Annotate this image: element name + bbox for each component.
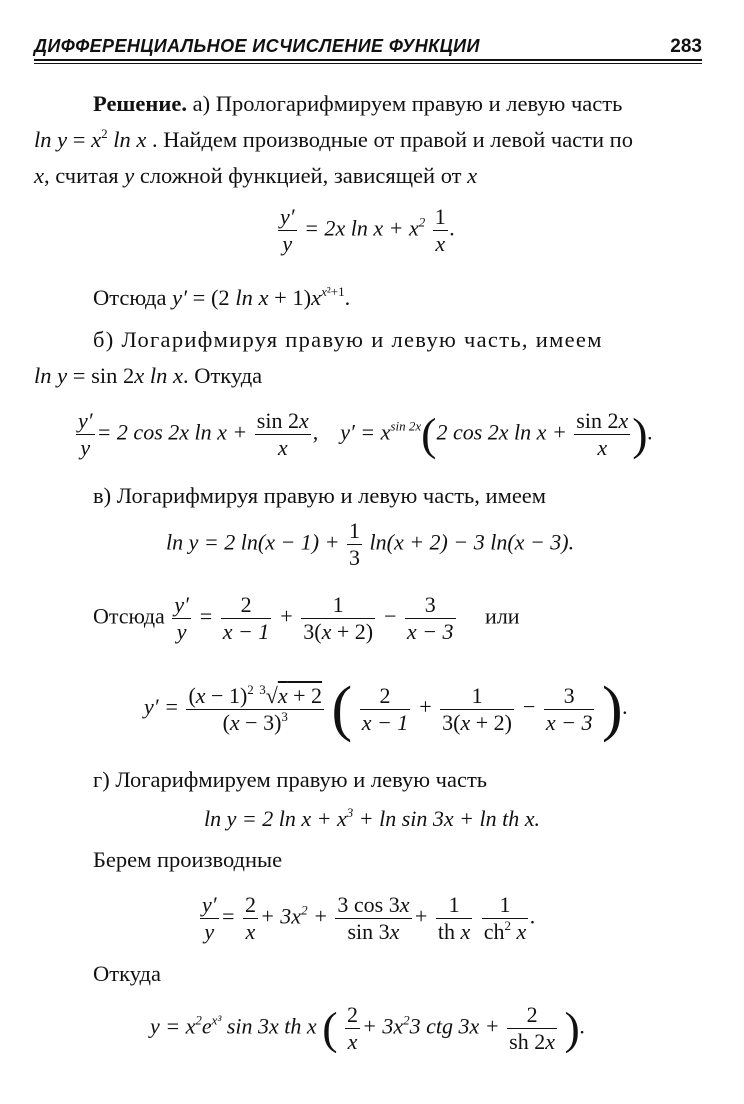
beryom: Берем производные xyxy=(93,847,283,872)
para-a-line3: x, считая y сложной функцией, зависящей от x xyxy=(34,163,478,188)
para-v-line1 xyxy=(93,482,546,510)
otkuda-b: . Откуда xyxy=(182,363,263,388)
para-v-text: в) Логарифмируя правую и левую часть, имеем xyxy=(93,483,547,508)
equation-v1: ln y = 2 ln(x − 1) + $\frac{1}{3}$ ln(x + 2) − 3 ln(x − 3). xyxy=(166,518,575,570)
para-g-line2 xyxy=(93,846,282,874)
equation-a2: Отсюда y′ = (2 $\ln x + 1)x^{x^2+1}$. xyxy=(93,284,351,310)
para-g-line1 xyxy=(93,766,487,794)
para-a-line1 xyxy=(93,90,622,118)
running-header xyxy=(34,34,702,64)
para-g-text: г) Логарифмируем правую и левую часть xyxy=(93,767,488,792)
para-b-line2: ln y = sin 2x ln x. Откуда xyxy=(34,363,263,388)
equation-g1: ln y = 2 $\ln x + x^3 + \ln \sin 3x + \ln$ th x. xyxy=(204,805,540,831)
solution-label: Решение. xyxy=(93,91,187,116)
header-rule-thin xyxy=(34,63,702,64)
header-rule xyxy=(34,59,702,61)
para-b-line1 xyxy=(93,326,603,354)
equation-v3: y′ = $\frac{(x - 1)^2 ^3√x + 2}{(x - 3)^3}$ ( $\frac{2}{x - 1}$ + $\frac{1}{3(x + 2)}$ − $\frac{3}{x - 3}$ ). xyxy=(144,675,629,743)
para-b-text: б) Логарифмируя правую и левую часть, имеем xyxy=(93,327,603,352)
equation-g2: $\frac{y'}{y}$ = $\frac{2}{x}$ + $3x^2$ + $\frac{3 \cos 3x}{\sin 3x}$ + $\frac{1}{\text{th x}}$ $\frac{1}{ch^2 x}$ . xyxy=(202,892,536,944)
ili: или xyxy=(485,603,520,629)
para-a-text3b: сложной функцией, зависящей от xyxy=(139,163,462,188)
otkuda-v: Отсюда xyxy=(93,603,165,629)
otkuda-a: Отсюда xyxy=(93,285,167,310)
equation-g3: $y = x^2e^{x^3}$ sin 3x th x ( $\frac{2}{x}$ + $3x^23$ ctg 3x + $\frac{2}{sh 2x}$ ). xyxy=(150,1002,586,1054)
para-a-text3: считая xyxy=(55,163,119,188)
equation-a1: $\frac{y'}{y}$ = 2x $\ln x + x^2$ $\frac{1}{x}$ . xyxy=(280,204,456,256)
page-number: 283 xyxy=(670,36,702,57)
otkuda-g: Откуда xyxy=(93,961,161,986)
para-a-text2: Найдем производные от правой и левой части по xyxy=(163,127,633,152)
para-g-line3 xyxy=(93,960,161,988)
para-a-line2: $\ln y = x^2$ ln x . Найдем производные от правой и левой части по xyxy=(34,126,633,152)
equation-b1: $\frac{y'}{y}$ = 2 cos 2x ln x + $\frac{\sin 2x}{x}$ , $y' = x^{sin 2x}(2$ cos 2x ln x + $\frac{\sin 2x}{x}$ ). xyxy=(78,408,654,460)
para-a-text: а) Прологарифмируем правую и левую часть xyxy=(192,91,623,116)
chapter-title: ДИФФЕРЕНЦИАЛЬНОЕ ИСЧИСЛЕНИЕ ФУНКЦИИ xyxy=(34,36,480,56)
equation-v2: Отсюда $\frac{y'}{y}$ = $\frac{2}{x - 1}$ + $\frac{1}{3(x + 2)}$ − $\frac{3}{x - 3}$ или xyxy=(93,592,520,644)
